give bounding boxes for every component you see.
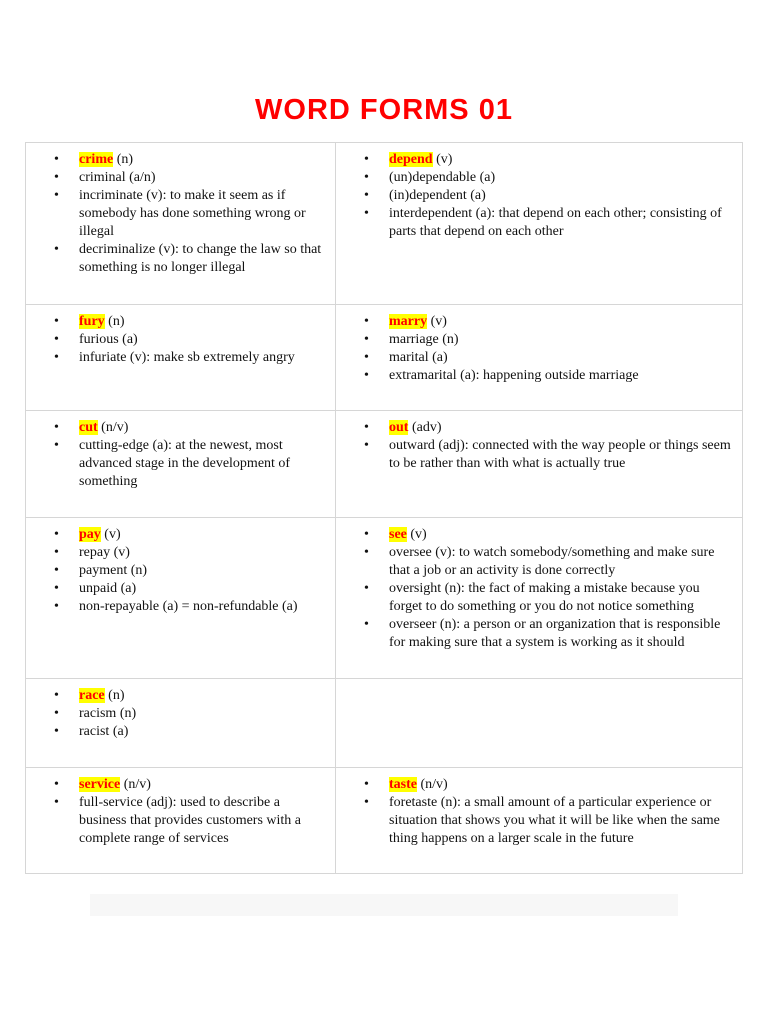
word-form-item: • racist (a) [79, 723, 327, 741]
table-row [26, 518, 743, 679]
word-form-item: • marriage (n) [389, 331, 734, 349]
word-entry [344, 313, 734, 385]
word-form-item: • incriminate (v): to make it seem as if somebody has done something wrong or illegal [79, 187, 327, 241]
word-entry [34, 419, 327, 491]
table-row [26, 679, 743, 768]
word-entry [34, 526, 327, 616]
word-form-item: • overseer (n): a person or an organization that is responsible for making sure that a system is working as it should [389, 616, 734, 652]
word-entry [344, 151, 734, 241]
word-form-item: • outward (adj): connected with the way people or things seem to be rather than with what is actually true [389, 437, 734, 473]
table-cell-right [336, 768, 743, 874]
part-of-speech: (v) [432, 152, 453, 167]
headword-item [79, 313, 327, 331]
headword-item [389, 313, 734, 331]
headword: race [79, 688, 105, 703]
headword-item [79, 526, 327, 544]
word-form-item: • cutting-edge (a): at the newest, most advanced stage in the development of something [79, 437, 327, 491]
headword-item [79, 151, 327, 169]
word-form-item: • (un)dependable (a) [389, 169, 734, 187]
word-form-item: • oversee (v): to watch somebody/something and make sure that a job or an activity is done correctly [389, 544, 734, 580]
table-cell-left [26, 411, 336, 518]
word-form-item: • foretaste (n): a small amount of a particular experience or situation that shows you what it will be like when the same thing happens on a larger scale in the future [389, 794, 734, 848]
word-form-item: • decriminalize (v): to change the law so that something is no longer illegal [79, 241, 327, 277]
part-of-speech: (n/v) [417, 777, 448, 792]
table-row [26, 143, 743, 305]
word-form-item: • furious (a) [79, 331, 327, 349]
headword: pay [79, 527, 101, 542]
part-of-speech: (n/v) [97, 420, 129, 435]
part-of-speech: (v) [406, 527, 427, 542]
headword-item [389, 526, 734, 544]
headword: depend [389, 152, 433, 167]
part-of-speech: (n) [104, 314, 125, 329]
word-form-item: • interdependent (a): that depend on each other; consisting of parts that depend on each other [389, 205, 734, 241]
headword: taste [389, 777, 417, 792]
headword-item [79, 419, 327, 437]
headword: see [389, 527, 407, 542]
table-cell-left [26, 679, 336, 768]
word-entry [344, 526, 734, 652]
footer-strip [90, 894, 678, 916]
part-of-speech: (adv) [408, 420, 442, 435]
part-of-speech: (n/v) [120, 777, 151, 792]
word-entry [34, 776, 327, 848]
part-of-speech: (v) [100, 527, 121, 542]
headword: marry [389, 314, 428, 329]
part-of-speech: (v) [427, 314, 447, 329]
table-cell-left [26, 768, 336, 874]
table-cell-right [336, 305, 743, 411]
page-title: WORD FORMS 01 [255, 94, 513, 126]
word-entry [34, 687, 327, 741]
table-cell-right [336, 143, 743, 305]
word-form-item: • marital (a) [389, 349, 734, 367]
headword-item [79, 776, 327, 794]
table-cell-left [26, 143, 336, 305]
headword: out [389, 420, 409, 435]
word-form-item: • infuriate (v): make sb extremely angry [79, 349, 327, 367]
word-form-item: • non-repayable (a) = non-refundable (a) [79, 598, 327, 616]
table-row [26, 305, 743, 411]
table-row [26, 411, 743, 518]
headword-item [389, 151, 734, 169]
word-form-item: • full-service (adj): used to describe a business that provides customers with a complete range of services [79, 794, 327, 848]
word-entry [34, 151, 327, 277]
headword: fury [79, 314, 105, 329]
headword-item [389, 419, 734, 437]
word-form-item: • unpaid (a) [79, 580, 327, 598]
word-form-item: • oversight (n): the fact of making a mistake because you forget to do something or you do not notice something [389, 580, 734, 616]
word-form-item: • racism (n) [79, 705, 327, 723]
table-cell-right [336, 679, 743, 768]
table-cell-right [336, 411, 743, 518]
word-forms-table [25, 142, 743, 874]
part-of-speech: (n) [113, 152, 134, 167]
word-entry [344, 419, 734, 473]
table-cell-left [26, 518, 336, 679]
headword: crime [79, 152, 114, 167]
headword-item [79, 687, 327, 705]
word-form-item: • criminal (a/n) [79, 169, 327, 187]
part-of-speech: (n) [104, 688, 125, 703]
headword: cut [79, 420, 98, 435]
headword-item [389, 776, 734, 794]
word-form-item: • repay (v) [79, 544, 327, 562]
word-entry [34, 313, 327, 367]
word-entry [344, 776, 734, 848]
word-form-item: • payment (n) [79, 562, 327, 580]
word-form-item: • (in)dependent (a) [389, 187, 734, 205]
table-cell-right [336, 518, 743, 679]
table-row [26, 768, 743, 874]
word-form-item: • extramarital (a): happening outside marriage [389, 367, 734, 385]
table-cell-left [26, 305, 336, 411]
headword: service [79, 777, 121, 792]
